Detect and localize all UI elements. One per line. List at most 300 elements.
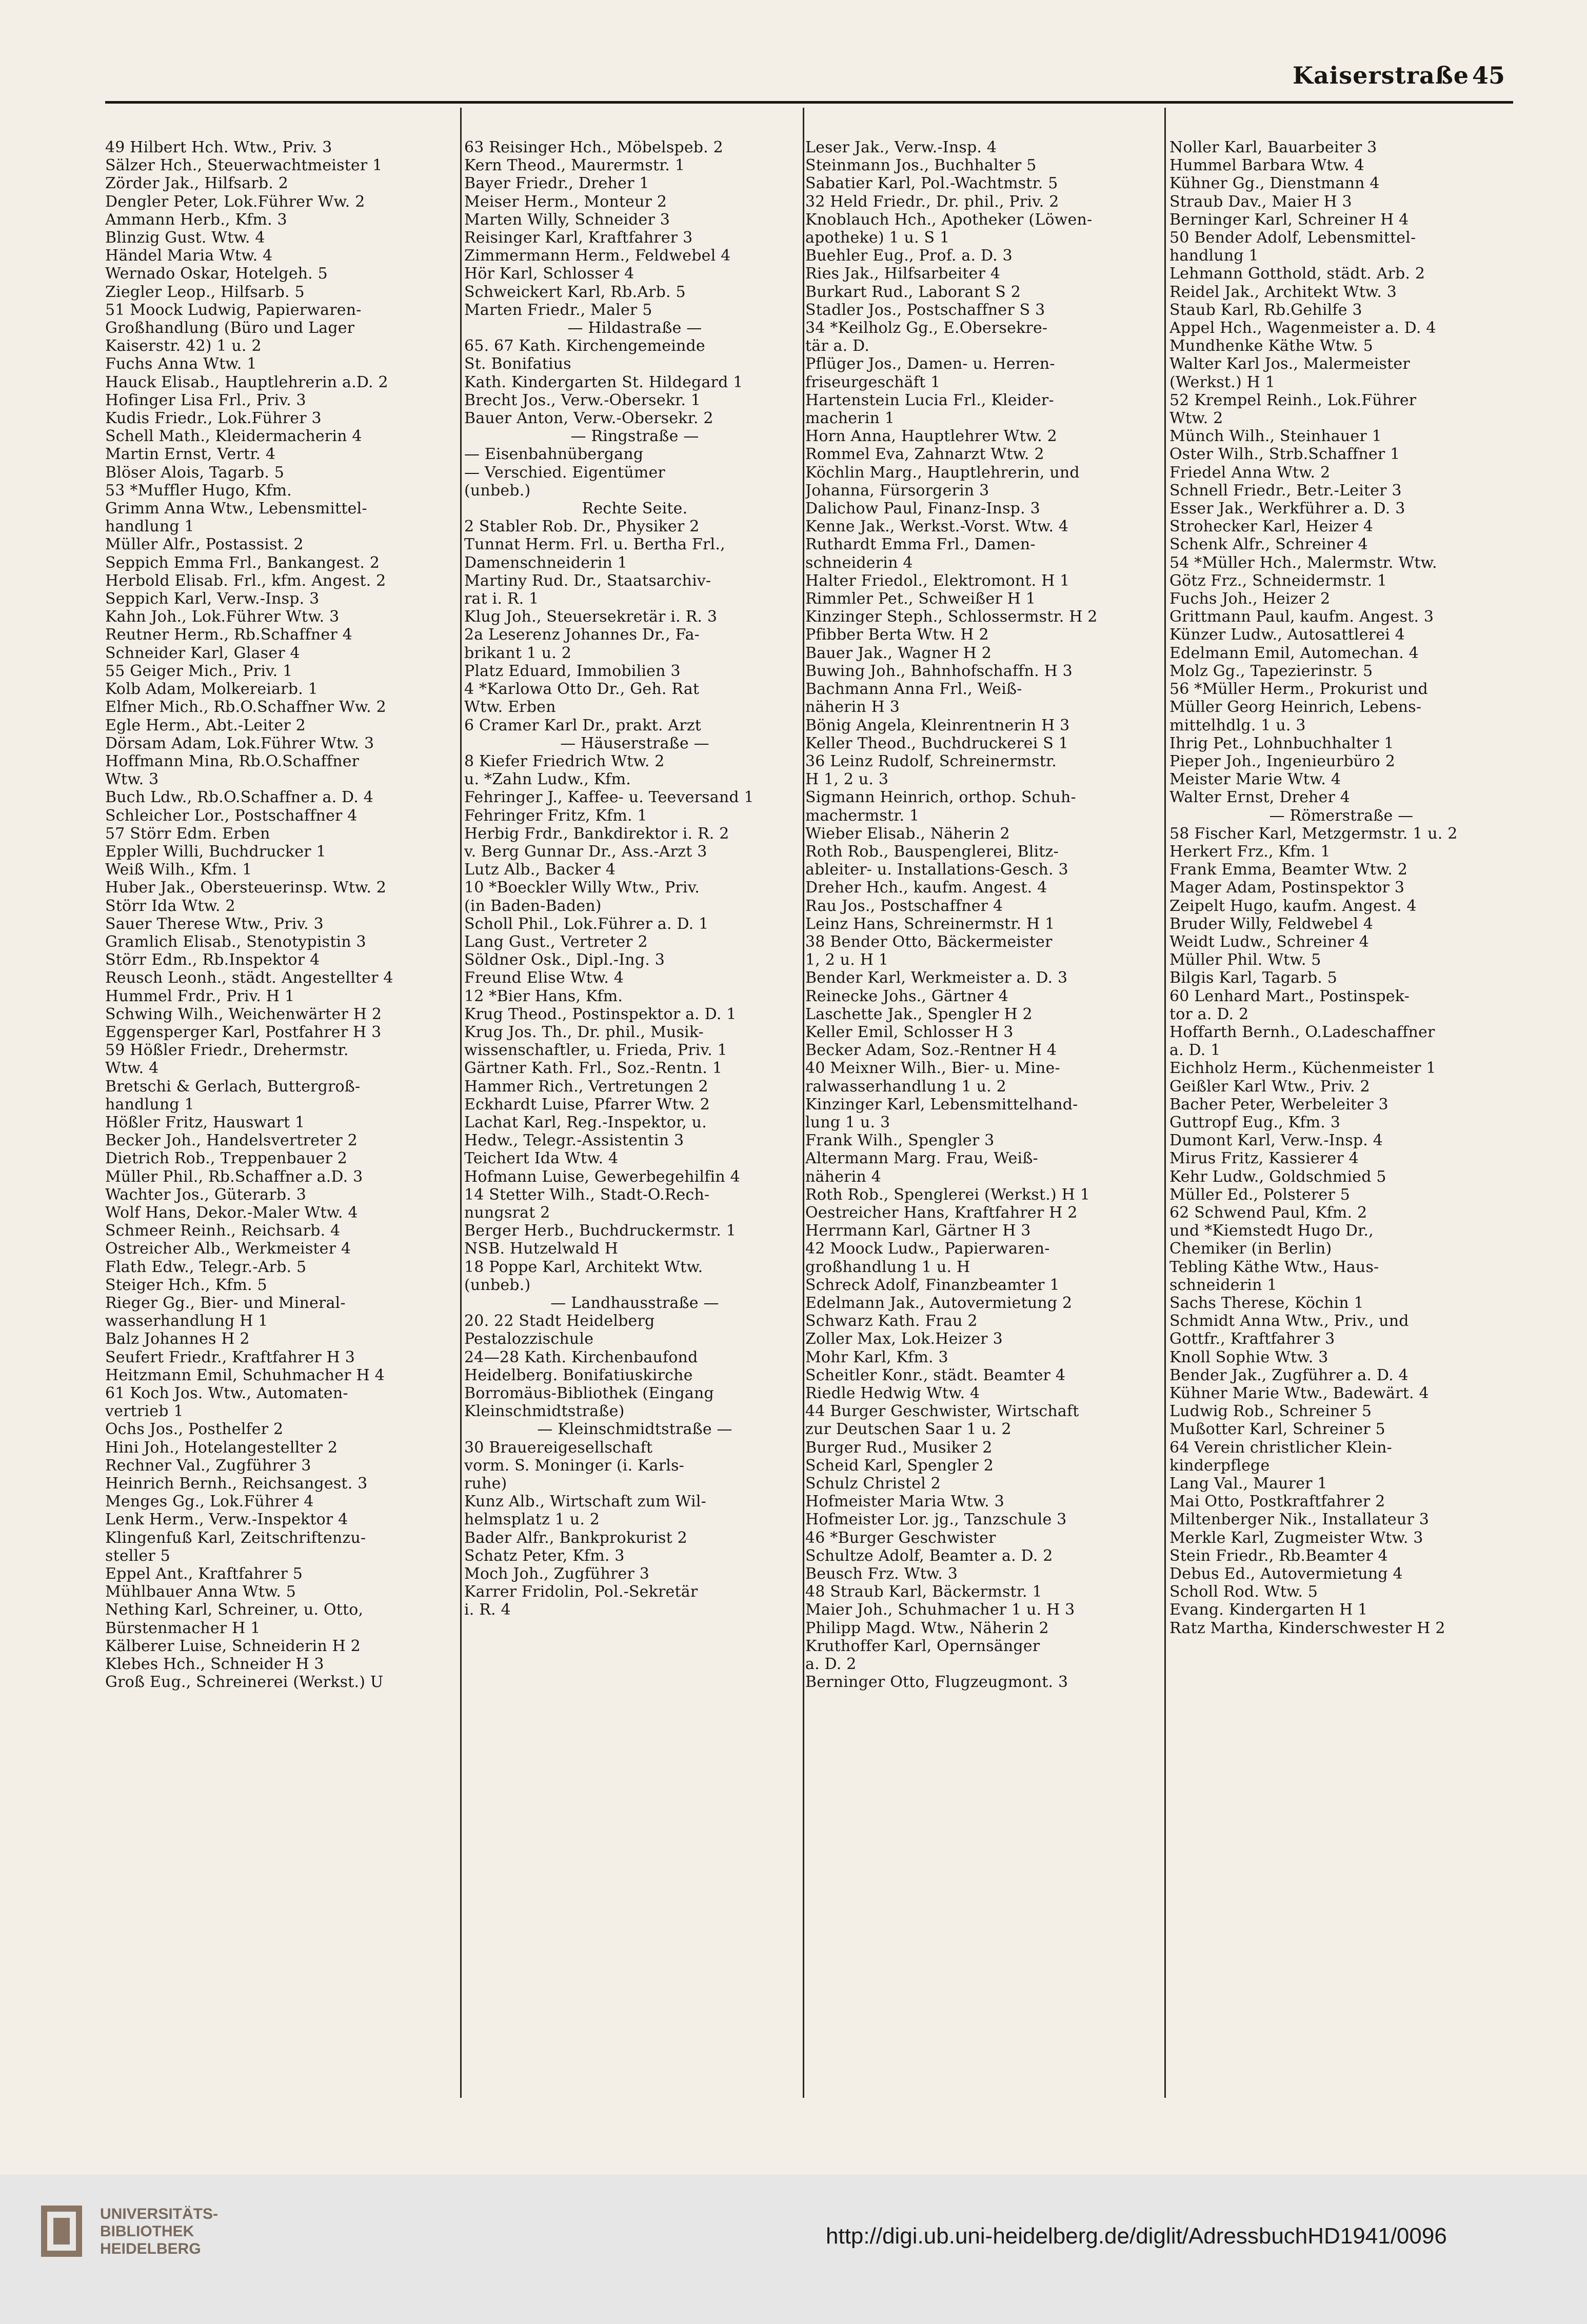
directory-entry: Esser Jak., Werkführer a. D. 3: [1169, 500, 1405, 518]
directory-entry: Debus Ed., Autovermietung 4: [1169, 1565, 1403, 1583]
directory-entry: Kälberer Luise, Schneiderin H 2: [105, 1637, 361, 1655]
directory-entry: Kahn Joh., Lok.Führer Wtw. 3: [105, 608, 340, 626]
directory-entry: Kudis Friedr., Lok.Führer 3: [105, 409, 322, 428]
directory-entry: Strohecker Karl, Heizer 4: [1169, 518, 1374, 536]
directory-entry: Schell Math., Kleidermacherin 4: [105, 427, 362, 446]
directory-entry: näherin 4: [805, 1167, 881, 1186]
directory-entry: (in Baden-Baden): [464, 897, 602, 915]
directory-entry: Dengler Peter, Lok.Führer Ww. 2: [105, 192, 365, 211]
directory-entry: Schnell Friedr., Betr.-Leiter 3: [1169, 481, 1402, 500]
directory-entry: Egle Herm., Abt.-Leiter 2: [105, 716, 306, 734]
directory-entry: mittelhdlg. 1 u. 3: [1169, 716, 1306, 734]
directory-entry: 55 Geiger Mich., Priv. 1: [105, 662, 293, 680]
directory-entry: Gramlich Elisab., Stenotypistin 3: [105, 932, 366, 951]
directory-entry: ableiter- u. Installations-Gesch. 3: [805, 861, 1068, 879]
directory-entry: rat i. R. 1: [464, 590, 539, 608]
directory-entry: Eppler Willi, Buchdrucker 1: [105, 842, 326, 861]
directory-entry: Kühner Marie Wtw., Badewärt. 4: [1169, 1384, 1429, 1403]
directory-entry: Kolb Adam, Molkereiarb. 1: [105, 680, 318, 699]
directory-entry: Fehringer J., Kaffee- u. Teeversand 1: [464, 788, 754, 807]
directory-entry: Rommel Eva, Zahnarzt Wtw. 2: [805, 445, 1044, 464]
directory-entry: Bender Jak., Zugführer a. D. 4: [1169, 1366, 1409, 1384]
directory-entry: 38 Bender Otto, Bäckermeister: [805, 932, 1053, 951]
directory-entry: Mai Otto, Postkraftfahrer 2: [1169, 1493, 1385, 1511]
directory-entry: Heitzmann Emil, Schuhmacher H 4: [105, 1366, 385, 1384]
directory-entry: 60 Lenhard Mart., Postinspek-: [1169, 987, 1410, 1005]
directory-entry: Hör Karl, Schlosser 4: [464, 265, 634, 283]
directory-entry: Wtw. 3: [105, 770, 159, 789]
directory-entry: näherin H 3: [805, 698, 900, 717]
directory-entry: Schleicher Lor., Postschaffner 4: [105, 806, 358, 825]
directory-entry: Schmidt Anna Wtw., Priv., und: [1169, 1312, 1409, 1330]
directory-entry: Reisinger Karl, Kraftfahrer 3: [464, 229, 693, 247]
directory-entry: 10 *Boeckler Willy Wtw., Priv.: [464, 879, 700, 897]
directory-entry: Meiser Herm., Monteur 2: [464, 192, 667, 211]
directory-entry: Kruthoffer Karl, Opernsänger: [805, 1637, 1040, 1655]
directory-entry: Hofmeister Lor. jg., Tanzschule 3: [805, 1511, 1067, 1529]
directory-entry: Seppich Karl, Verw.-Insp. 3: [105, 590, 320, 608]
directory-entry: Kern Theod., Maurermstr. 1: [464, 156, 685, 175]
directory-entry: Lang Val., Maurer 1: [1169, 1475, 1327, 1493]
directory-entry: Tebling Käthe Wtw., Haus-: [1169, 1258, 1379, 1276]
directory-entry: i. R. 4: [464, 1601, 511, 1619]
directory-entry: Kehr Ludw., Goldschmied 5: [1169, 1167, 1386, 1186]
digitization-footer: [0, 2175, 1587, 2324]
directory-entry: Kaiserstr. 42) 1 u. 2: [105, 337, 262, 355]
directory-entry: NSB. Hutzelwald H: [464, 1240, 619, 1258]
directory-entry: Noller Karl, Bauarbeiter 3: [1169, 138, 1377, 156]
directory-entry: Kleinschmidtstraße): [464, 1402, 625, 1421]
directory-entry: Buch Ldw., Rb.O.Schaffner a. D. 4: [105, 788, 374, 807]
directory-entry: Hoffmann Mina, Rb.O.Schaffner: [105, 752, 360, 770]
directory-entry: Chemiker (in Berlin): [1169, 1240, 1332, 1258]
directory-entry: 50 Bender Adolf, Lebensmittel-: [1169, 229, 1416, 247]
directory-entry: Dumont Karl, Verw.-Insp. 4: [1169, 1131, 1383, 1150]
directory-entry: (Werkst.) H 1: [1169, 373, 1275, 391]
directory-entry: Zoller Max, Lok.Heizer 3: [805, 1330, 1003, 1348]
directory-entry: Guttropf Eug., Kfm. 3: [1169, 1113, 1340, 1131]
directory-entry: Ochs Jos., Posthelfer 2: [105, 1420, 284, 1439]
directory-entry: ruhe): [464, 1475, 507, 1493]
directory-entry: Reutner Herm., Rb.Schaffner 4: [105, 626, 352, 644]
directory-entry: Kinzinger Karl, Lebensmittelhand-: [805, 1095, 1078, 1114]
directory-entry: Molz Gg., Tapezierinstr. 5: [1169, 662, 1373, 680]
directory-entry: Mühlbauer Anna Wtw. 5: [105, 1583, 296, 1601]
directory-entry: Maier Joh., Schuhmacher 1 u. H 3: [805, 1601, 1075, 1619]
directory-entry: Bader Alfr., Bankprokurist 2: [464, 1528, 687, 1547]
directory-entry: Müller Phil. Wtw. 5: [1169, 951, 1321, 969]
directory-column-2: [464, 138, 805, 2113]
directory-entry: 30 Brauereigesellschaft: [464, 1438, 653, 1457]
directory-entry: und *Kiemstedt Hugo Dr.,: [1169, 1222, 1374, 1240]
directory-entry: Frank Wilh., Spengler 3: [805, 1131, 995, 1150]
directory-entry: Schweickert Karl, Rb.Arb. 5: [464, 283, 686, 301]
directory-entry: Kinzinger Steph., Schlossermstr. H 2: [805, 608, 1098, 626]
directory-entry: (unbeb.): [464, 1276, 531, 1294]
directory-entry: Bruder Willy, Feldwebel 4: [1169, 915, 1374, 933]
directory-entry: Horn Anna, Hauptlehrer Wtw. 2: [805, 427, 1057, 446]
directory-entry: Buwing Joh., Bahnhofschaffn. H 3: [805, 662, 1073, 680]
directory-entry: Eichholz Herm., Küchenmeister 1: [1169, 1059, 1436, 1078]
directory-entry: Mundhenke Käthe Wtw. 5: [1169, 337, 1373, 355]
directory-entry: 36 Leinz Rudolf, Schreinermstr.: [805, 752, 1057, 770]
directory-entry: Scheid Karl, Spengler 2: [805, 1456, 994, 1475]
source-url-link[interactable]: http://digi.ub.uni-heidelberg.de/diglit/AdressbuchHD1941/0096: [826, 2223, 1447, 2249]
directory-entry: Dietrich Rob., Treppenbauer 2: [105, 1149, 348, 1168]
directory-entry: Müller Alfr., Postassist. 2: [105, 535, 304, 554]
directory-entry: Sabatier Karl, Pol.-Wachtmstr. 5: [805, 174, 1058, 193]
directory-entry: Wtw. Erben: [464, 698, 556, 717]
directory-entry: Staub Karl, Rb.Gehilfe 3: [1169, 301, 1362, 319]
directory-entry: Marten Willy, Schneider 3: [464, 210, 670, 229]
directory-entry: a. D. 2: [805, 1655, 857, 1674]
directory-entry: 56 *Müller Herm., Prokurist und: [1169, 680, 1428, 699]
directory-entry: Walter Karl Jos., Malermeister: [1169, 355, 1410, 373]
directory-entry: Seufert Friedr., Kraftfahrer H 3: [105, 1348, 355, 1366]
directory-entry: Scholl Rod. Wtw. 5: [1169, 1583, 1318, 1601]
directory-entry: Steinmann Jos., Buchhalter 5: [805, 156, 1037, 175]
directory-entry: Reidel Jak., Architekt Wtw. 3: [1169, 283, 1397, 301]
directory-entry: Martin Ernst, Vertr. 4: [105, 445, 276, 464]
directory-entry: Johanna, Fürsorgerin 3: [805, 481, 989, 500]
directory-entry: 54 *Müller Hch., Malermstr. Wtw.: [1169, 553, 1437, 572]
directory-entry: 63 Reisinger Hch., Möbelspeb. 2: [464, 138, 723, 156]
directory-entry: Pflüger Jos., Damen- u. Herren-: [805, 355, 1055, 373]
directory-entry: Blöser Alois, Tagarb. 5: [105, 463, 285, 482]
directory-entry: Krug Jos. Th., Dr. phil., Musik-: [464, 1023, 704, 1041]
directory-entry: Berger Herb., Buchdruckermstr. 1: [464, 1222, 736, 1240]
directory-entry: Lutz Alb., Backer 4: [464, 861, 616, 879]
street-section-heading: — Hildastraße —: [567, 319, 702, 337]
directory-entry: Huber Jak., Obersteuerinsp. Wtw. 2: [105, 879, 387, 897]
directory-entry: Schwing Wilh., Weichenwärter H 2: [105, 1005, 382, 1023]
directory-entry: Pfibber Berta Wtw. H 2: [805, 626, 989, 644]
directory-entry: Keller Emil, Schlosser H 3: [805, 1023, 1014, 1041]
directory-entry: Bauer Anton, Verw.-Obersekr. 2: [464, 409, 713, 428]
directory-entry: a. D. 1: [1169, 1041, 1221, 1060]
directory-entry: Herrmann Karl, Gärtner H 3: [805, 1222, 1031, 1240]
directory-entry: (unbeb.): [464, 481, 531, 500]
directory-entry: Fehringer Fritz, Kfm. 1: [464, 806, 647, 825]
directory-entry: St. Bonifatius: [464, 355, 571, 373]
directory-entry: Riedle Hedwig Wtw. 4: [805, 1384, 980, 1403]
directory-entry: 40 Meixner Wilh., Bier- u. Mine-: [805, 1059, 1060, 1078]
directory-entry: Geißler Karl Wtw., Priv. 2: [1169, 1077, 1370, 1096]
directory-entry: Fuchs Anna Wtw. 1: [105, 355, 257, 373]
directory-entry: Meister Marie Wtw. 4: [1169, 770, 1341, 789]
directory-entry: Evang. Kindergarten H 1: [1169, 1601, 1368, 1619]
directory-entry: — Eisenbahnübergang: [464, 445, 644, 464]
directory-entry: Brecht Jos., Verw.-Obersekr. 1: [464, 391, 701, 409]
directory-column-3: [805, 138, 1159, 2113]
directory-entry: Zimmermann Herm., Feldwebel 4: [464, 247, 731, 265]
directory-entry: handlung 1: [105, 1095, 194, 1114]
directory-entry: Müller Phil., Rb.Schaffner a.D. 3: [105, 1167, 363, 1186]
directory-entry: Bönig Angela, Kleinrentnerin H 3: [805, 716, 1070, 734]
directory-entry: Leinz Hans, Schreinermstr. H 1: [805, 915, 1055, 933]
page-number: 45: [1472, 62, 1505, 89]
directory-entry: schneiderin 4: [805, 553, 913, 572]
street-section-heading: — Ringstraße —: [570, 427, 699, 446]
directory-entry: Elfner Mich., Rb.O.Schaffner Ww. 2: [105, 698, 386, 717]
directory-entry: kinderpflege: [1169, 1456, 1270, 1475]
directory-entry: Teichert Ida Wtw. 4: [464, 1149, 619, 1168]
directory-entry: 34 *Keilholz Gg., E.Obersekre-: [805, 319, 1048, 337]
directory-entry: Frank Emma, Beamter Wtw. 2: [1169, 861, 1408, 879]
directory-entry: 1, 2 u. H 1: [805, 951, 889, 969]
directory-entry: Zörder Jak., Hilfsarb. 2: [105, 174, 289, 193]
directory-entry: Hedw., Telegr.-Assistentin 3: [464, 1131, 684, 1150]
directory-entry: wissenschaftler, u. Frieda, Priv. 1: [464, 1041, 727, 1060]
directory-entry: — Verschied. Eigentümer: [464, 463, 665, 482]
directory-entry: Schneider Karl, Glaser 4: [105, 644, 300, 662]
directory-entry: Müller Georg Heinrich, Lebens-: [1169, 698, 1422, 717]
directory-column-1: [105, 138, 459, 2113]
directory-entry: 2a Leserenz Johannes Dr., Fa-: [464, 626, 700, 644]
street-section-heading: — Häuserstraße —: [560, 734, 709, 752]
directory-entry: Scholl Phil., Lok.Führer a. D. 1: [464, 915, 709, 933]
directory-entry: zur Deutschen Saar 1 u. 2: [805, 1420, 1011, 1439]
directory-entry: Pestalozzischule: [464, 1330, 594, 1348]
directory-entry: 59 Hößler Friedr., Drehermstr.: [105, 1041, 349, 1060]
directory-entry: Weidt Ludw., Schreiner 4: [1169, 932, 1369, 951]
directory-entry: Dalichow Paul, Finanz-Insp. 3: [805, 500, 1040, 518]
library-name: UNIVERSITÄTS- BIBLIOTHEK HEIDELBERG: [100, 2206, 219, 2257]
directory-entry: Ziegler Leop., Hilfsarb. 5: [105, 283, 305, 301]
directory-entry: Schultze Adolf, Beamter a. D. 2: [805, 1546, 1053, 1565]
directory-entry: Hammer Rich., Vertretungen 2: [464, 1077, 708, 1096]
directory-entry: Herkert Frz., Kfm. 1: [1169, 842, 1331, 861]
library-logo-icon: [36, 2200, 87, 2262]
directory-entry: Schenk Alfr., Schreiner 4: [1169, 535, 1368, 554]
directory-entry: Oestreicher Hans, Kraftfahrer H 2: [805, 1203, 1078, 1222]
directory-entry: Oster Wilh., Strb.Schaffner 1: [1169, 445, 1400, 464]
directory-entry: Moch Joh., Zugführer 3: [464, 1565, 650, 1583]
directory-entry: Knoll Sophie Wtw. 3: [1169, 1348, 1328, 1366]
directory-entry: Platz Eduard, Immobilien 3: [464, 662, 681, 680]
directory-entry: Rimmler Pet., Schweißer H 1: [805, 590, 1036, 608]
directory-entry: Eggensperger Karl, Postfahrer H 3: [105, 1023, 382, 1041]
directory-entry: Dreher Hch., kaufm. Angest. 4: [805, 879, 1047, 897]
directory-entry: Heidelberg. Bonifatiuskirche: [464, 1366, 693, 1384]
directory-entry: Schulz Christel 2: [805, 1475, 941, 1493]
directory-entry: Miltenberger Nik., Installateur 3: [1169, 1511, 1430, 1529]
directory-entry: Köchlin Marg., Hauptlehrerin, und: [805, 463, 1080, 482]
directory-entry: Scheitler Konr., städt. Beamter 4: [805, 1366, 1066, 1384]
directory-entry: Hofinger Lisa Frl., Priv. 3: [105, 391, 306, 409]
directory-entry: 64 Verein christlicher Klein-: [1169, 1438, 1392, 1457]
directory-entry: Grittmann Paul, kaufm. Angest. 3: [1169, 608, 1434, 626]
directory-entry: Karrer Fridolin, Pol.-Sekretär: [464, 1583, 698, 1601]
directory-entry: Burkart Rud., Laborant S 2: [805, 283, 1021, 301]
directory-entry: Sigmann Heinrich, orthop. Schuh-: [805, 788, 1076, 807]
street-section-heading: — Kleinschmidtstraße —: [537, 1420, 732, 1439]
directory-entry: 4 *Karlowa Otto Dr., Geh. Rat: [464, 680, 700, 699]
directory-entry: Künzer Ludw., Autosattlerei 4: [1169, 626, 1405, 644]
directory-entry: Nething Karl, Schreiner, u. Otto,: [105, 1601, 364, 1619]
directory-entry: macherin 1: [805, 409, 895, 428]
directory-entry: Herbold Elisab. Frl., kfm. Angest. 2: [105, 571, 386, 590]
directory-entry: lung 1 u. 3: [805, 1113, 890, 1131]
directory-entry: 6 Cramer Karl Dr., prakt. Arzt: [464, 716, 701, 734]
directory-entry: Buehler Eug., Prof. a. D. 3: [805, 247, 1013, 265]
directory-entry: Kath. Kindergarten St. Hildegard 1: [464, 373, 743, 391]
directory-entry: 2 Stabler Rob. Dr., Physiker 2: [464, 518, 700, 536]
street-section-heading: — Landhausstraße —: [550, 1294, 719, 1312]
directory-entry: Klingenfuß Karl, Zeitschriftenzu-: [105, 1528, 366, 1547]
directory-entry: Störr Edm., Rb.Inspektor 4: [105, 951, 320, 969]
street-section-heading: Rechte Seite.: [582, 500, 688, 518]
directory-entry: schneiderin 1: [1169, 1276, 1277, 1294]
directory-entry: Bachmann Anna Frl., Weiß-: [805, 680, 1022, 699]
directory-entry: Großhandlung (Büro und Lager: [105, 319, 355, 337]
directory-entry: 20. 22 Stadt Heidelberg: [464, 1312, 655, 1330]
directory-entry: Keller Theod., Buchdruckerei S 1: [805, 734, 1069, 752]
directory-entry: Gottfr., Kraftfahrer 3: [1169, 1330, 1335, 1348]
directory-entry: v. Berg Gunnar Dr., Ass.-Arzt 3: [464, 842, 707, 861]
directory-entry: Krug Theod., Postinspektor a. D. 1: [464, 1005, 737, 1023]
directory-entry: Heinrich Bernh., Reichsangest. 3: [105, 1475, 368, 1493]
directory-entry: Sauer Therese Wtw., Priv. 3: [105, 915, 324, 933]
directory-entry: Rechner Val., Zugführer 3: [105, 1456, 311, 1475]
directory-entry: Lehmann Gotthold, städt. Arb. 2: [1169, 265, 1425, 283]
directory-entry: Hini Joh., Hotelangestellter 2: [105, 1438, 338, 1457]
directory-entry: Mager Adam, Postinspektor 3: [1169, 879, 1405, 897]
directory-entry: Beusch Frz. Wtw. 3: [805, 1565, 958, 1583]
directory-entry: Lang Gust., Vertreter 2: [464, 932, 648, 951]
directory-entry: 48 Straub Karl, Bäckermstr. 1: [805, 1583, 1042, 1601]
directory-entry: 18 Poppe Karl, Architekt Wtw.: [464, 1258, 703, 1276]
directory-entry: Bilgis Karl, Tagarb. 5: [1169, 969, 1338, 987]
directory-entry: tor a. D. 2: [1169, 1005, 1249, 1023]
directory-entry: 58 Fischer Karl, Metzgermstr. 1 u. 2: [1169, 824, 1458, 843]
directory-entry: Zeipelt Hugo, kaufm. Angest. 4: [1169, 897, 1417, 915]
directory-entry: 24—28 Kath. Kirchenbaufond: [464, 1348, 698, 1366]
directory-entry: Friedel Anna Wtw. 2: [1169, 463, 1331, 482]
directory-entry: 61 Koch Jos. Wtw., Automaten-: [105, 1384, 348, 1403]
directory-entry: Walter Ernst, Dreher 4: [1169, 788, 1351, 807]
directory-entry: Bender Karl, Werkmeister a. D. 3: [805, 969, 1068, 987]
header-rule: [105, 101, 1513, 104]
directory-entry: Wtw. 2: [1169, 409, 1223, 428]
directory-entry: Stadler Jos., Postschaffner S 3: [805, 301, 1045, 319]
directory-entry: Kunz Alb., Wirtschaft zum Wil-: [464, 1493, 706, 1511]
directory-entry: Appel Hch., Wagenmeister a. D. 4: [1169, 319, 1436, 337]
directory-entry: Becker Joh., Handelsvertreter 2: [105, 1131, 358, 1150]
directory-entry: Bretschi & Gerlach, Buttergroß-: [105, 1077, 361, 1096]
directory-entry: Bacher Peter, Werbeleiter 3: [1169, 1095, 1388, 1114]
directory-entry: Roth Rob., Bauspenglerei, Blitz-: [805, 842, 1059, 861]
directory-entry: Herbig Frdr., Bankdirektor i. R. 2: [464, 824, 729, 843]
directory-entry: nungsrat 2: [464, 1203, 550, 1222]
directory-entry: Reusch Leonh., städt. Angestellter 4: [105, 969, 393, 987]
directory-entry: wasserhandlung H 1: [105, 1312, 268, 1330]
directory-entry: Tunnat Herm. Frl. u. Bertha Frl.,: [464, 535, 725, 554]
directory-entry: Berninger Karl, Schreiner H 4: [1169, 210, 1409, 229]
directory-entry: Steiger Hch., Kfm. 5: [105, 1276, 267, 1294]
directory-entry: Blinzig Gust. Wtw. 4: [105, 229, 265, 247]
directory-entry: Schatz Peter, Kfm. 3: [464, 1546, 625, 1565]
directory-entry: Laschette Jak., Spengler H 2: [805, 1005, 1033, 1023]
directory-entry: 14 Stetter Wilh., Stadt-O.Rech-: [464, 1185, 710, 1204]
directory-entry: Hummel Frdr., Priv. H 1: [105, 987, 295, 1005]
directory-entry: Sälzer Hch., Steuerwachtmeister 1: [105, 156, 383, 175]
directory-entry: machermstr. 1: [805, 806, 920, 825]
directory-entry: Flath Edw., Telegr.-Arb. 5: [105, 1258, 307, 1276]
directory-entry: Wolf Hans, Dekor.-Maler Wtw. 4: [105, 1203, 358, 1222]
directory-entry: u. *Zahn Ludw., Kfm.: [464, 770, 631, 789]
directory-entry: steller 5: [105, 1546, 170, 1565]
directory-entry: Ratz Martha, Kinderschwester H 2: [1169, 1619, 1445, 1637]
directory-entry: 42 Moock Ludw., Papierwaren-: [805, 1240, 1050, 1258]
directory-entry: Damenschneiderin 1: [464, 553, 628, 572]
directory-entry: Mirus Fritz, Kassierer 4: [1169, 1149, 1359, 1168]
directory-entry: Rau Jos., Postschaffner 4: [805, 897, 1003, 915]
directory-entry: Philipp Magd. Wtw., Näherin 2: [805, 1619, 1049, 1637]
directory-entry: Götz Frz., Schneidermstr. 1: [1169, 571, 1387, 590]
directory-entry: Ammann Herb., Kfm. 3: [105, 210, 287, 229]
street-section-heading: — Römerstraße —: [1269, 806, 1414, 825]
directory-entry: Altermann Marg. Frau, Weiß-: [805, 1149, 1038, 1168]
directory-entry: Reinecke Johs., Gärtner 4: [805, 987, 1008, 1005]
directory-entry: Klug Joh., Steuersekretär i. R. 3: [464, 608, 718, 626]
directory-entry: Knoblauch Hch., Apotheker (Löwen-: [805, 210, 1093, 229]
directory-entry: Ries Jak., Hilfsarbeiter 4: [805, 265, 1001, 283]
directory-entry: apotheke) 1 u. S 1: [805, 229, 950, 247]
directory-entry: Schmeer Reinh., Reichsarb. 4: [105, 1222, 341, 1240]
directory-entry: Borromäus-Bibliothek (Eingang: [464, 1384, 714, 1403]
directory-entry: 53 *Muffler Hugo, Kfm.: [105, 481, 292, 500]
directory-entry: Straub Dav., Maier H 3: [1169, 192, 1352, 211]
directory-entry: Mußotter Karl, Schreiner 5: [1169, 1420, 1385, 1439]
directory-entry: Rieger Gg., Bier- und Mineral-: [105, 1294, 346, 1312]
directory-entry: 32 Held Friedr., Dr. phil., Priv. 2: [805, 192, 1059, 211]
directory-entry: Menges Gg., Lok.Führer 4: [105, 1493, 314, 1511]
directory-entry: Schwarz Kath. Frau 2: [805, 1312, 978, 1330]
directory-entry: Merkle Karl, Zugmeister Wtw. 3: [1169, 1528, 1423, 1547]
directory-entry: Burger Rud., Musiker 2: [805, 1438, 993, 1457]
directory-entry: Marten Friedr., Maler 5: [464, 301, 652, 319]
directory-entry: Ihrig Pet., Lohnbuchhalter 1: [1169, 734, 1394, 752]
directory-entry: Roth Rob., Spenglerei (Werkst.) H 1: [805, 1185, 1090, 1204]
directory-column-4: [1169, 138, 1513, 2113]
directory-entry: 49 Hilbert Hch. Wtw., Priv. 3: [105, 138, 332, 156]
directory-entry: Ostreicher Alb., Werkmeister 4: [105, 1240, 351, 1258]
directory-entry: Kühner Gg., Dienstmann 4: [1169, 174, 1380, 193]
directory-entry: Söldner Osk., Dipl.-Ing. 3: [464, 951, 665, 969]
directory-entry: Hoffarth Bernh., O.Ladeschaffner: [1169, 1023, 1435, 1041]
column-divider: [460, 108, 462, 2098]
directory-entry: vertrieb 1: [105, 1402, 184, 1421]
directory-entry: Hößler Fritz, Hauswart 1: [105, 1113, 305, 1131]
directory-entry: 62 Schwend Paul, Kfm. 2: [1169, 1203, 1367, 1222]
directory-entry: Wernado Oskar, Hotelgeh. 5: [105, 265, 328, 283]
page-header-street: Kaiserstraße: [1293, 62, 1470, 89]
directory-entry: brikant 1 u. 2: [464, 644, 572, 662]
directory-entry: Wieber Elisab., Näherin 2: [805, 824, 1010, 843]
directory-entry: ralwasserhandlung 1 u. 2: [805, 1077, 1006, 1096]
column-divider: [1164, 108, 1166, 2098]
directory-entry: Ruthardt Emma Frl., Damen-: [805, 535, 1036, 554]
directory-entry: Wachter Jos., Güterarb. 3: [105, 1185, 307, 1204]
directory-entry: Eppel Ant., Kraftfahrer 5: [105, 1565, 303, 1583]
directory-entry: Hofmeister Maria Wtw. 3: [805, 1493, 1004, 1511]
directory-entry: Berninger Otto, Flugzeugmont. 3: [805, 1673, 1068, 1692]
directory-entry: 51 Moock Ludwig, Papierwaren-: [105, 301, 362, 319]
directory-entry: tär a. D.: [805, 337, 870, 355]
directory-entry: Eckhardt Luise, Pfarrer Wtw. 2: [464, 1095, 710, 1114]
directory-entry: Stein Friedr., Rb.Beamter 4: [1169, 1546, 1388, 1565]
